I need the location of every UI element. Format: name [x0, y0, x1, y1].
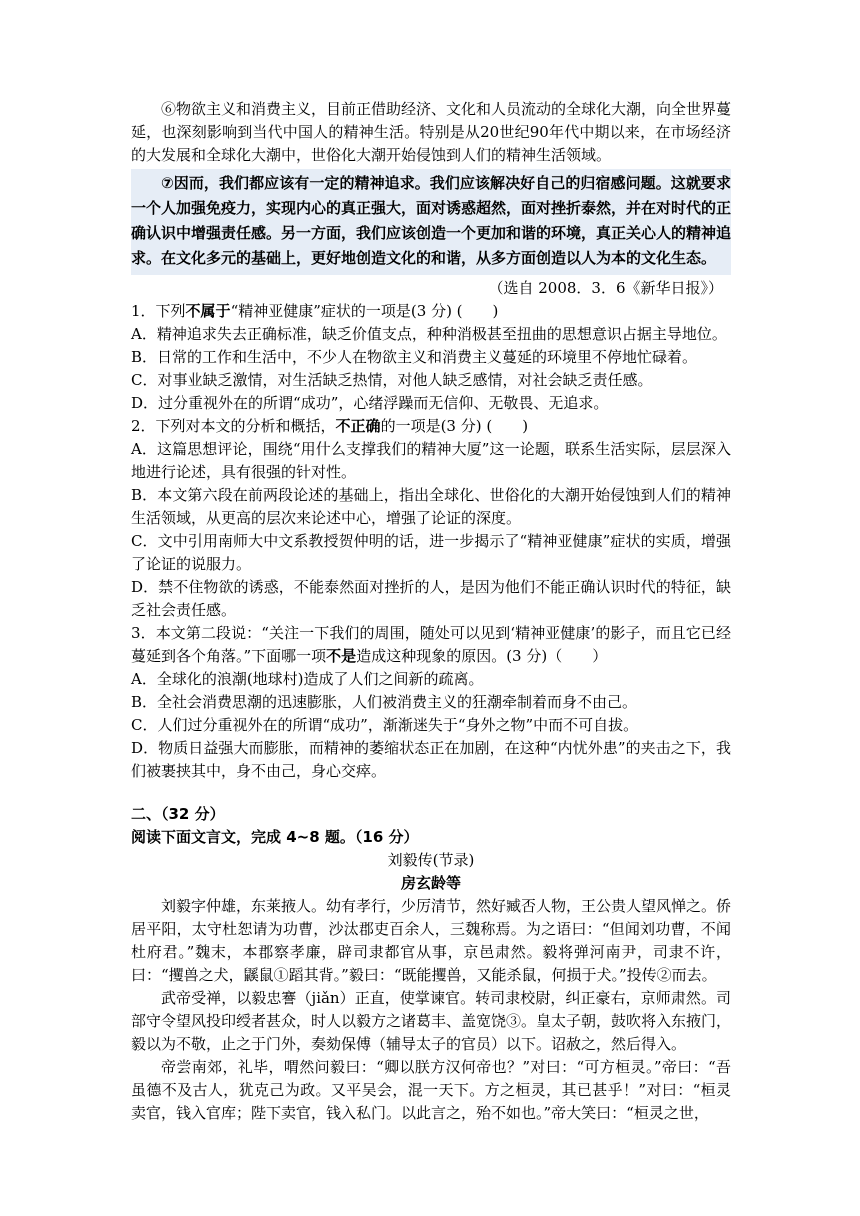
classical-text-author: 房玄龄等	[400, 874, 461, 892]
question-3-stem: 3．本文第二段说：“关注一下我们的周围，随处可以见到‘精神亚健康’的影子，而且它已经蔓延到各个角落。”下面哪一项不是造成这种现象的原因。(3 分)（ ）	[131, 624, 731, 665]
question-1-option-a: A．精神追求失去正确标准，缺乏价值支点，种种消极甚至扭曲的思想意识占据主导地位。	[131, 325, 727, 343]
question-2-option-b: B．本文第六段在前两段论述的基础上，指出全球化、世俗化的大潮开始侵蚀到人们的精神生活领域，从更高的层次来论述中心，增强了论证的深度。	[131, 486, 731, 527]
passage-source: （选自 2008．3．6《新华日报》）	[488, 279, 723, 297]
question-3-option-a: A．全球化的浪潮(地球村)造成了人们之间新的疏离。	[131, 670, 484, 688]
section-2-instruction: 阅读下面文言文，完成 4~8 题。（16 分）	[131, 828, 419, 846]
classical-paragraph-2: 武帝受禅，以毅忠謇（jiǎn）正直，使掌谏官。转司隶校尉，纠正豪右，京师肃然。司部守令望风投印绶者甚众，时人以毅方之诸葛丰、盖宽饶③。皇太子朝，鼓吹将入东掖门，毅以为不敬，止之于门外，奏劾保傅（辅导太子的官员）以下。诏赦之，然后得入。	[131, 989, 732, 1053]
question-2-stem: 2．下列对本文的分析和概括，不正确的一项是(3 分) ( )	[131, 417, 529, 435]
section-2-heading: 二、（32 分）	[131, 805, 225, 823]
question-2-option-c: C．文中引用南师大中文系教授贺仲明的话，进一步揭示了“精神亚健康”症状的实质，增强了论证的说服力。	[131, 532, 731, 573]
question-3-option-d: D．物质日益强大而膨胀，而精神的萎缩状态正在加剧，在这种“内忧外患”的夹击之下，我们被裹挟其中，身不由己，身心交瘁。	[131, 739, 731, 780]
classical-paragraph-3: 帝尝南郊，礼毕，喟然问毅曰：“卿以朕方汉何帝也？”对曰：“可方桓灵。”帝曰：“吾虽德不及古人，犹克己为政。又平吴会，混一天下。方之桓灵，其已甚乎！”对曰：“桓灵卖官，钱入官库；陛下卖官，钱入私门。以此言之，殆不如也。”帝大笑曰：“桓灵之世，	[131, 1058, 731, 1122]
classical-paragraph-1: 刘毅字仲雄，东莱掖人。幼有孝行，少厉清节，然好臧否人物，王公贵人望风惮之。侨居平阳，太守杜恕请为功曹，沙汰郡吏百余人，三魏称焉。为之语曰：“但闻刘功曹，不闻杜府君。”魏末，本郡察孝廉，辟司隶都官从事，京邑肃然。毅将弹河南尹，司隶不许，曰：“攫兽之犬，鼷鼠①蹈其背。”毅曰：“既能攫兽，又能杀鼠，何损于犬。”投传②而去。	[131, 897, 732, 984]
question-3-option-c: C．人们过分重视外在的所谓“成功”，渐渐迷失于“身外之物”中而不可自拔。	[131, 716, 639, 734]
passage-paragraph-6: ⑥物欲主义和消费主义，目前正借助经济、文化和人员流动的全球化大潮，向全世界蔓延，也深刻影响到当代中国人的精神生活。特别是从20世纪90年代中期以来，在市场经济的大发展和全球化大潮中，世俗化大潮开始侵蚀到人们的精神生活领域。	[131, 100, 732, 164]
question-3-option-b: B．全社会消费思潮的迅速膨胀，人们被消费主义的狂潮牵制着而身不由己。	[131, 693, 638, 711]
passage-paragraph-7: ⑦因而，我们都应该有一定的精神追求。我们应该解决好自己的归宿感问题。这就要求一个人加强免疫力，实现内心的真正强大，面对诱惑超然，面对挫折泰然，并在对时代的正确认识中增强责任感。另一方面，我们应该创造一个更加和谐的环境，真正关心人的精神追求。在文化多元的基础上，更好地创造文化的和谐，从多方面创造以人为本的文化生态。	[131, 169, 731, 275]
question-1-option-b: B．日常的工作和生活中，不少人在物欲主义和消费主义蔓延的环境里不停地忙碌着。	[131, 348, 698, 366]
question-1-option-c: C．对事业缺乏激情，对生活缺乏热情，对他人缺乏感情，对社会缺乏责任感。	[131, 371, 653, 389]
question-1-option-d: D．过分重视外在的所谓“成功”，心绪浮躁而无信仰、无敬畏、无追求。	[131, 394, 609, 412]
question-2-option-d: D．禁不住物欲的诱惑，不能泰然面对挫折的人，是因为他们不能正确认识时代的特征，缺乏社会责任感。	[131, 578, 731, 619]
section-gap	[131, 783, 731, 803]
question-2-option-a: A．这篇思想评论，围绕“用什么支撑我们的精神大厦”这一论题，联系生活实际，层层深入地进行论述，具有很强的针对性。	[131, 440, 731, 481]
classical-text-title: 刘毅传(节录)	[387, 851, 475, 869]
question-1-stem: 1．下列不属于“精神亚健康”症状的一项是(3 分) ( )	[131, 302, 499, 320]
document-page	[131, 98, 731, 1125]
